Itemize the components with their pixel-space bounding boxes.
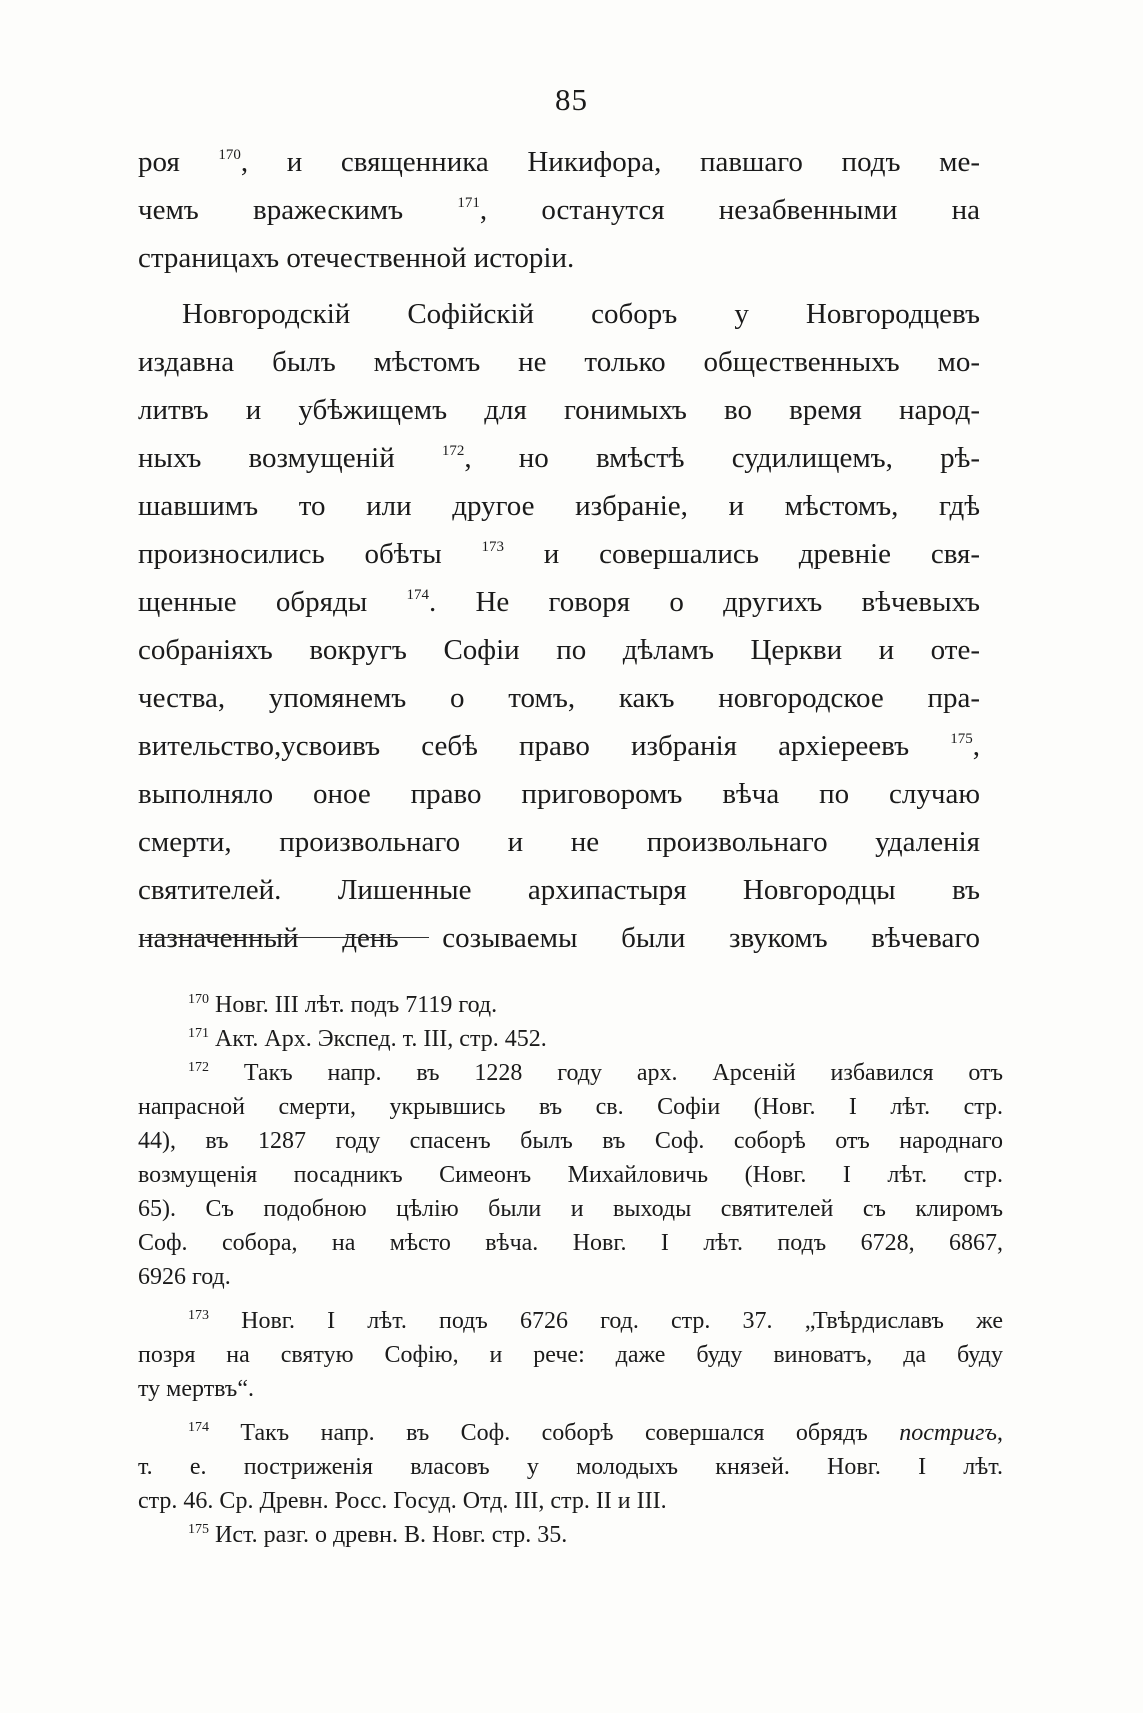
text-line: чества, упомянемъ о томъ, какъ новгородское пра- — [138, 682, 980, 714]
footnote-line: т. е. постриженія власовъ у молодыхъ князей. Новг. I лѣт. — [138, 1454, 1003, 1480]
text-line: собраніяхъ вокругъ Софіи по дѣламъ Церкви и оте- — [138, 634, 980, 666]
main-text — [138, 138, 980, 962]
footnote-ref: 173 — [481, 539, 504, 555]
footnote-number: 170 — [188, 992, 209, 1007]
footnote-number: 174 — [188, 1420, 209, 1435]
footnote-line: 6926 год. — [138, 1264, 231, 1290]
footnote-172: $^{172}$ Такъ напр. въ 1228 году арх. Арсеній избавился отъ — [188, 1060, 1003, 1086]
footnote-line: 65). Съ подобною цѣлію были и выходы святителей съ клиромъ — [138, 1196, 1003, 1222]
footnote-line: Соф. собора, на мѣсто вѣча. Новг. I лѣт. подъ 6728, 6867, — [138, 1230, 1003, 1256]
text-line: щенные обряды $^{174}$. Не говоря о другихъ вѣчевыхъ — [138, 586, 980, 618]
footnote-line: напрасной смерти, укрывшись въ св. Софіи (Новг. I лѣт. стр. — [138, 1094, 1003, 1120]
footnote-line: позря на святую Софію, и рече: даже буду виноватъ, да буду — [138, 1342, 1003, 1368]
footnote-number: 172 — [188, 1060, 209, 1075]
footnote-number: 175 — [188, 1522, 209, 1537]
footnote-175: $^{175}$ Ист. разг. о древн. В. Новг. стр. 35. — [188, 1522, 568, 1548]
text-line: святителей. Лишенные архипастыря Новгородцы въ — [138, 874, 980, 906]
text-line: Новгородскій Софійскій соборъ у Новгородцевъ — [182, 298, 980, 330]
text-line: литвъ и убѣжищемъ для гонимыхъ во время народ- — [138, 394, 980, 426]
text-line: страницахъ отечественной исторіи. — [138, 242, 575, 274]
text-line: выполняло оное право приговоромъ вѣча по случаю — [138, 778, 980, 810]
footnote-ref: 171 — [457, 195, 480, 211]
footnote-174: $^{174}$ Такъ напр. въ Соф. соборѣ совершался обрядъ постригъ, — [188, 1420, 1003, 1446]
text-line: смерти, произвольнаго и не произвольнаго удаленія — [138, 826, 980, 858]
text-line: чемъ вражескимъ $^{171}$, останутся незабвенными на — [138, 194, 980, 226]
footnote-number: 173 — [188, 1308, 209, 1323]
footnote-ref: 174 — [406, 587, 429, 603]
text-line: произносились обѣты $^{173}$ и совершались древніе свя- — [138, 538, 981, 570]
text-line: назначенный день созываемы были звукомъ вѣчеваго — [138, 922, 980, 954]
footnote-171: $^{171}$ Акт. Арх. Экспед. т. III, стр. 452. — [188, 1026, 547, 1052]
footnote-line: возмущенія посадникъ Симеонъ Михайловичь (Новг. I лѣт. стр. — [138, 1162, 1003, 1188]
footnote-173: $^{173}$ Новг. I лѣт. подъ 6726 год. стр. 37. „Твѣрдиславъ же — [188, 1308, 1003, 1334]
footnote-170: $^{170}$ Новг. III лѣт. подъ 7119 год. — [188, 992, 498, 1018]
text-line: издавна былъ мѣстомъ не только общественныхъ мо- — [138, 346, 980, 378]
text-line: ныхъ возмущеній $^{172}$, но вмѣстѣ судилищемъ, рѣ- — [138, 442, 980, 474]
footnote-line: ту мертвъ“. — [138, 1376, 254, 1402]
footnotes — [138, 988, 1003, 1552]
text-line: вительство,усвоивъ себѣ право избранія архіереевъ $^{175}$, — [138, 730, 980, 762]
footnote-number: 171 — [188, 1026, 209, 1041]
text-line: роя $^{170}$, и священника Никифора, павшаго подъ ме- — [138, 146, 980, 178]
footnote-ref: 170 — [218, 147, 241, 163]
footnote-line: 44), въ 1287 году спасенъ былъ въ Соф. соборѣ отъ народнаго — [138, 1128, 1003, 1154]
footnote-line: стр. 46. Ср. Древн. Росс. Госуд. Отд. III, стр. II и III. — [138, 1488, 667, 1514]
footnote-ref: 175 — [950, 731, 973, 747]
text-line: шавшимъ то или другое избраніе, и мѣстомъ, гдѣ — [138, 490, 980, 522]
footnote-divider — [145, 937, 429, 938]
page-number: 85 — [555, 82, 588, 117]
footnote-ref: 172 — [441, 443, 465, 459]
